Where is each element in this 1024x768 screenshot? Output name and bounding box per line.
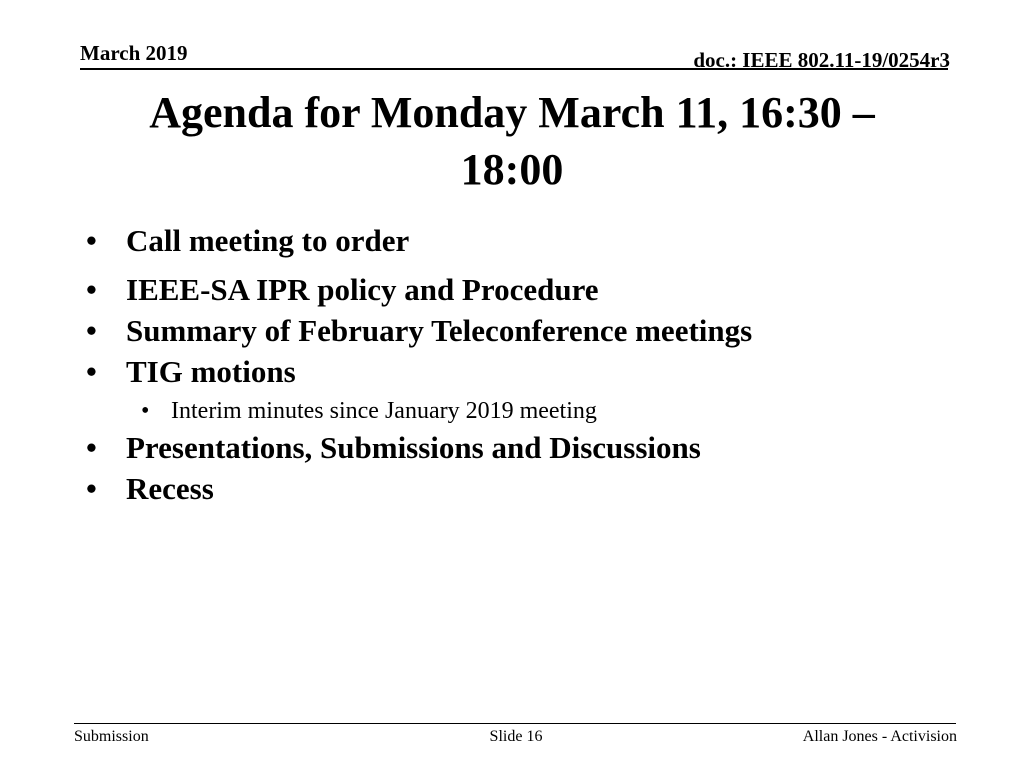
bullet-icon: • [86, 471, 97, 506]
agenda-item-text: Recess [126, 471, 214, 506]
agenda-item-text: Call meeting to order [126, 223, 410, 258]
agenda-item [86, 271, 599, 309]
bullet-icon: • [86, 272, 97, 307]
agenda-item-text: TIG motions [126, 354, 296, 389]
agenda-item-text: Summary of February Teleconference meetings [126, 313, 753, 348]
footer-submission: Submission [74, 728, 149, 745]
bullet-icon: • [141, 398, 150, 424]
slide-title-line-2: 18:00 [460, 145, 564, 194]
bullet-icon: • [86, 430, 97, 465]
agenda-subitem [141, 396, 597, 426]
agenda-item-text: Presentations, Submissions and Discussions [126, 430, 701, 465]
bullet-icon: • [86, 313, 97, 348]
bullet-icon: • [86, 354, 97, 389]
bullet-icon: • [86, 223, 97, 258]
agenda-item [86, 470, 214, 508]
agenda-item [86, 429, 701, 467]
footer-rule [74, 723, 956, 724]
agenda-item [86, 222, 409, 260]
footer-author: Allan Jones - Activision [802, 728, 957, 745]
agenda-item [86, 353, 296, 391]
agenda-subitem-text: Interim minutes since January 2019 meeting [171, 398, 597, 424]
footer-slide-number: Slide 16 [489, 728, 543, 745]
header-date: March 2019 [80, 41, 188, 65]
header-doc-id: doc.: IEEE 802.11-19/0254r3 [693, 48, 950, 72]
agenda-item [86, 312, 752, 350]
agenda-item-text: IEEE-SA IPR policy and Procedure [126, 272, 599, 307]
slide-title-line-1: Agenda for Monday March 11, 16:30 – [149, 88, 875, 137]
